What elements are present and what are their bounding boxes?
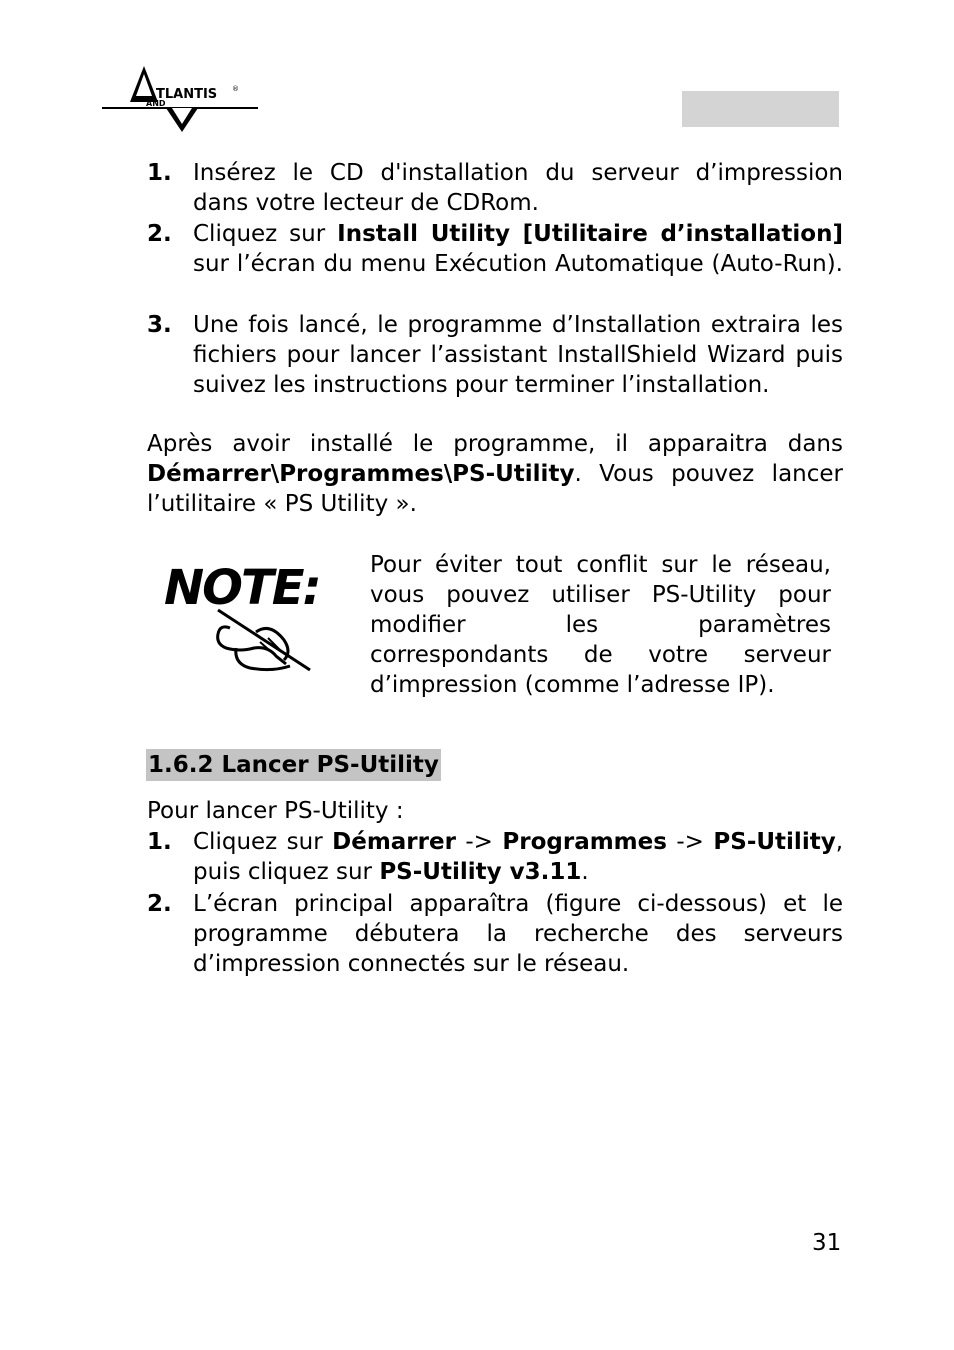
step-number: 2. xyxy=(147,221,172,247)
step-number: 1. xyxy=(147,829,172,855)
install-step-2: Cliquez sur Install Utility [Utilitaire d’installation] sur l’écran du menu Exécution Automatique (Auto-Run). xyxy=(193,221,843,277)
page-number: 31 xyxy=(812,1230,842,1256)
header-gray-box xyxy=(682,91,839,127)
step-number: 3. xyxy=(147,312,172,338)
install-step-3: Une fois lancé, le programme d’Installation extraira les fichiers pour lancer l’assistant InstallShield Wizard puis suivez les instructions pour terminer l’installation. xyxy=(193,312,843,398)
svg-text:AND: AND xyxy=(146,99,166,108)
launch-step-2: L’écran principal apparaîtra (figure ci-dessous) et le programme débutera la recherche des serveurs d’impression connectés sur le réseau. xyxy=(193,891,843,977)
svg-text:TLANTIS: TLANTIS xyxy=(156,87,218,102)
atlantis-land-logo xyxy=(100,62,260,134)
section-intro: Pour lancer PS-Utility : xyxy=(147,798,404,824)
note-text: Pour éviter tout conflit sur le réseau, vous pouvez utiliser PS-Utility pour modifier les paramètres correspondants de votre serveur d’impression (comme l’adresse IP). xyxy=(370,552,831,698)
step-number: 2. xyxy=(147,891,172,917)
after-install-paragraph: Après avoir installé le programme, il apparaitra dans Démarrer\Programmes\PS-Utility. Vous pouvez lancer l’utilitaire « PS Utility ». xyxy=(147,431,843,517)
install-step-1: Insérez le CD d'installation du serveur d’impression dans votre lecteur de CDRom. xyxy=(193,160,843,216)
section-heading: 1.6.2 Lancer PS-Utility xyxy=(146,749,441,781)
launch-step-1: Cliquez sur Démarrer -> Programmes -> PS-Utility, puis cliquez sur PS-Utility v3.11. xyxy=(193,829,843,885)
svg-text:®: ® xyxy=(232,85,239,93)
svg-text:NOTE:: NOTE: xyxy=(164,560,320,616)
step-number: 1. xyxy=(147,160,172,186)
note-hand-icon xyxy=(160,552,326,674)
